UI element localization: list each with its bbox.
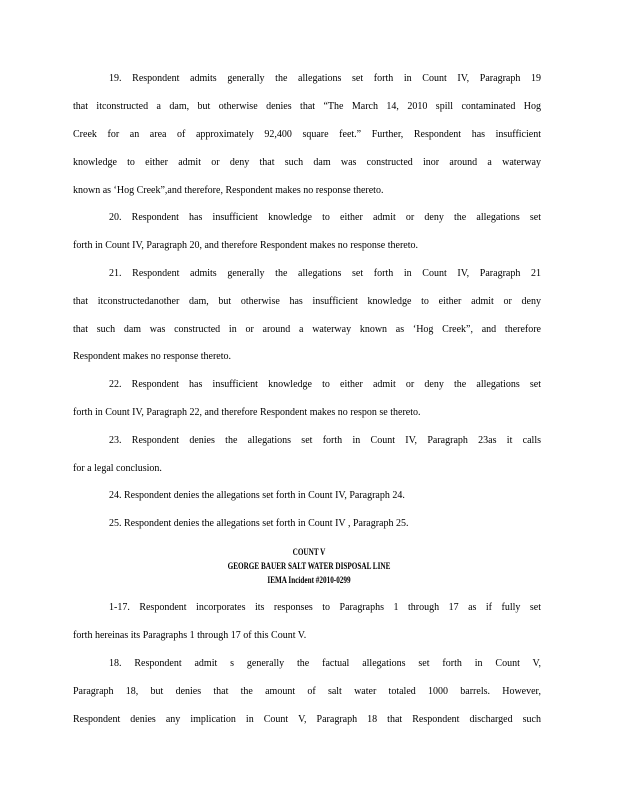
p19-line-3: Creek for an area of approximately 92,400 square feet.” Further, Respondent has insufficient bbox=[73, 129, 541, 140]
p19-line-4: knowledge to either admit or deny that such dam was constructed inor around a waterway bbox=[73, 157, 541, 168]
p22-line-1: 22. Respondent has insufficient knowledge to either admit or deny the allegations set bbox=[109, 379, 541, 390]
p23-line-2: for a legal conclusion. bbox=[73, 463, 162, 474]
p18-line-1: 18. Respondent admit s generally the factual allegations set forth in Count V, bbox=[109, 658, 541, 669]
incident-number: IEMA Incident #2010-0299 bbox=[267, 575, 351, 585]
p1-17-line-2: forth hereinas its Paragraphs 1 through 17 of this Count V. bbox=[73, 630, 307, 641]
p22-line-2: forth in Count IV, Paragraph 22, and therefore Respondent makes no respon se thereto. bbox=[73, 407, 421, 418]
count-heading: COUNT V bbox=[292, 547, 326, 557]
p20-line-2: forth in Count IV, Paragraph 20, and therefore Respondent makes no response thereto. bbox=[73, 240, 419, 251]
p25-line-1: 25. Respondent denies the allegations set forth in Count IV , Paragraph 25. bbox=[109, 518, 409, 529]
count-subtitle: GEORGE BAUER SALT WATER DISPOSAL LINE bbox=[227, 561, 391, 571]
p19-line-5: known as ‘Hog Creek”,and therefore, Respondent makes no response thereto. bbox=[73, 185, 384, 196]
p19-line-2: that itconstructed a dam, but otherwise denies that “The March 14, 2010 spill contaminated Hog bbox=[73, 101, 541, 112]
p21-line-2: that itconstructedanother dam, but otherwise has insufficient knowledge to either admit or deny bbox=[73, 296, 541, 307]
p21-line-1: 21. Respondent admits generally the allegations set forth in Count IV, Paragraph 21 bbox=[109, 268, 541, 279]
p18-line-2: Paragraph 18, but denies that the amount of salt water totaled 1000 barrels. However, bbox=[73, 686, 541, 697]
p23-line-1: 23. Respondent denies the allegations set forth in Count IV, Paragraph 23as it calls bbox=[109, 435, 541, 446]
p18-line-3: Respondent denies any implication in Count V, Paragraph 18 that Respondent discharged such bbox=[73, 714, 541, 725]
p1-17-line-1: 1-17. Respondent incorporates its responses to Paragraphs 1 through 17 as if fully set bbox=[109, 602, 541, 613]
p19-line-1: 19. Respondent admits generally the allegations set forth in Count IV, Paragraph 19 bbox=[109, 73, 541, 84]
p20-line-1: 20. Respondent has insufficient knowledge to either admit or deny the allegations set bbox=[109, 212, 541, 223]
p24-line-1: 24. Respondent denies the allegations set forth in Count IV, Paragraph 24. bbox=[109, 490, 405, 501]
p21-line-4: Respondent makes no response thereto. bbox=[73, 351, 232, 362]
p21-line-3: that such dam was constructed in or around a waterway known as ‘Hog Creek”, and therefore bbox=[73, 324, 541, 335]
